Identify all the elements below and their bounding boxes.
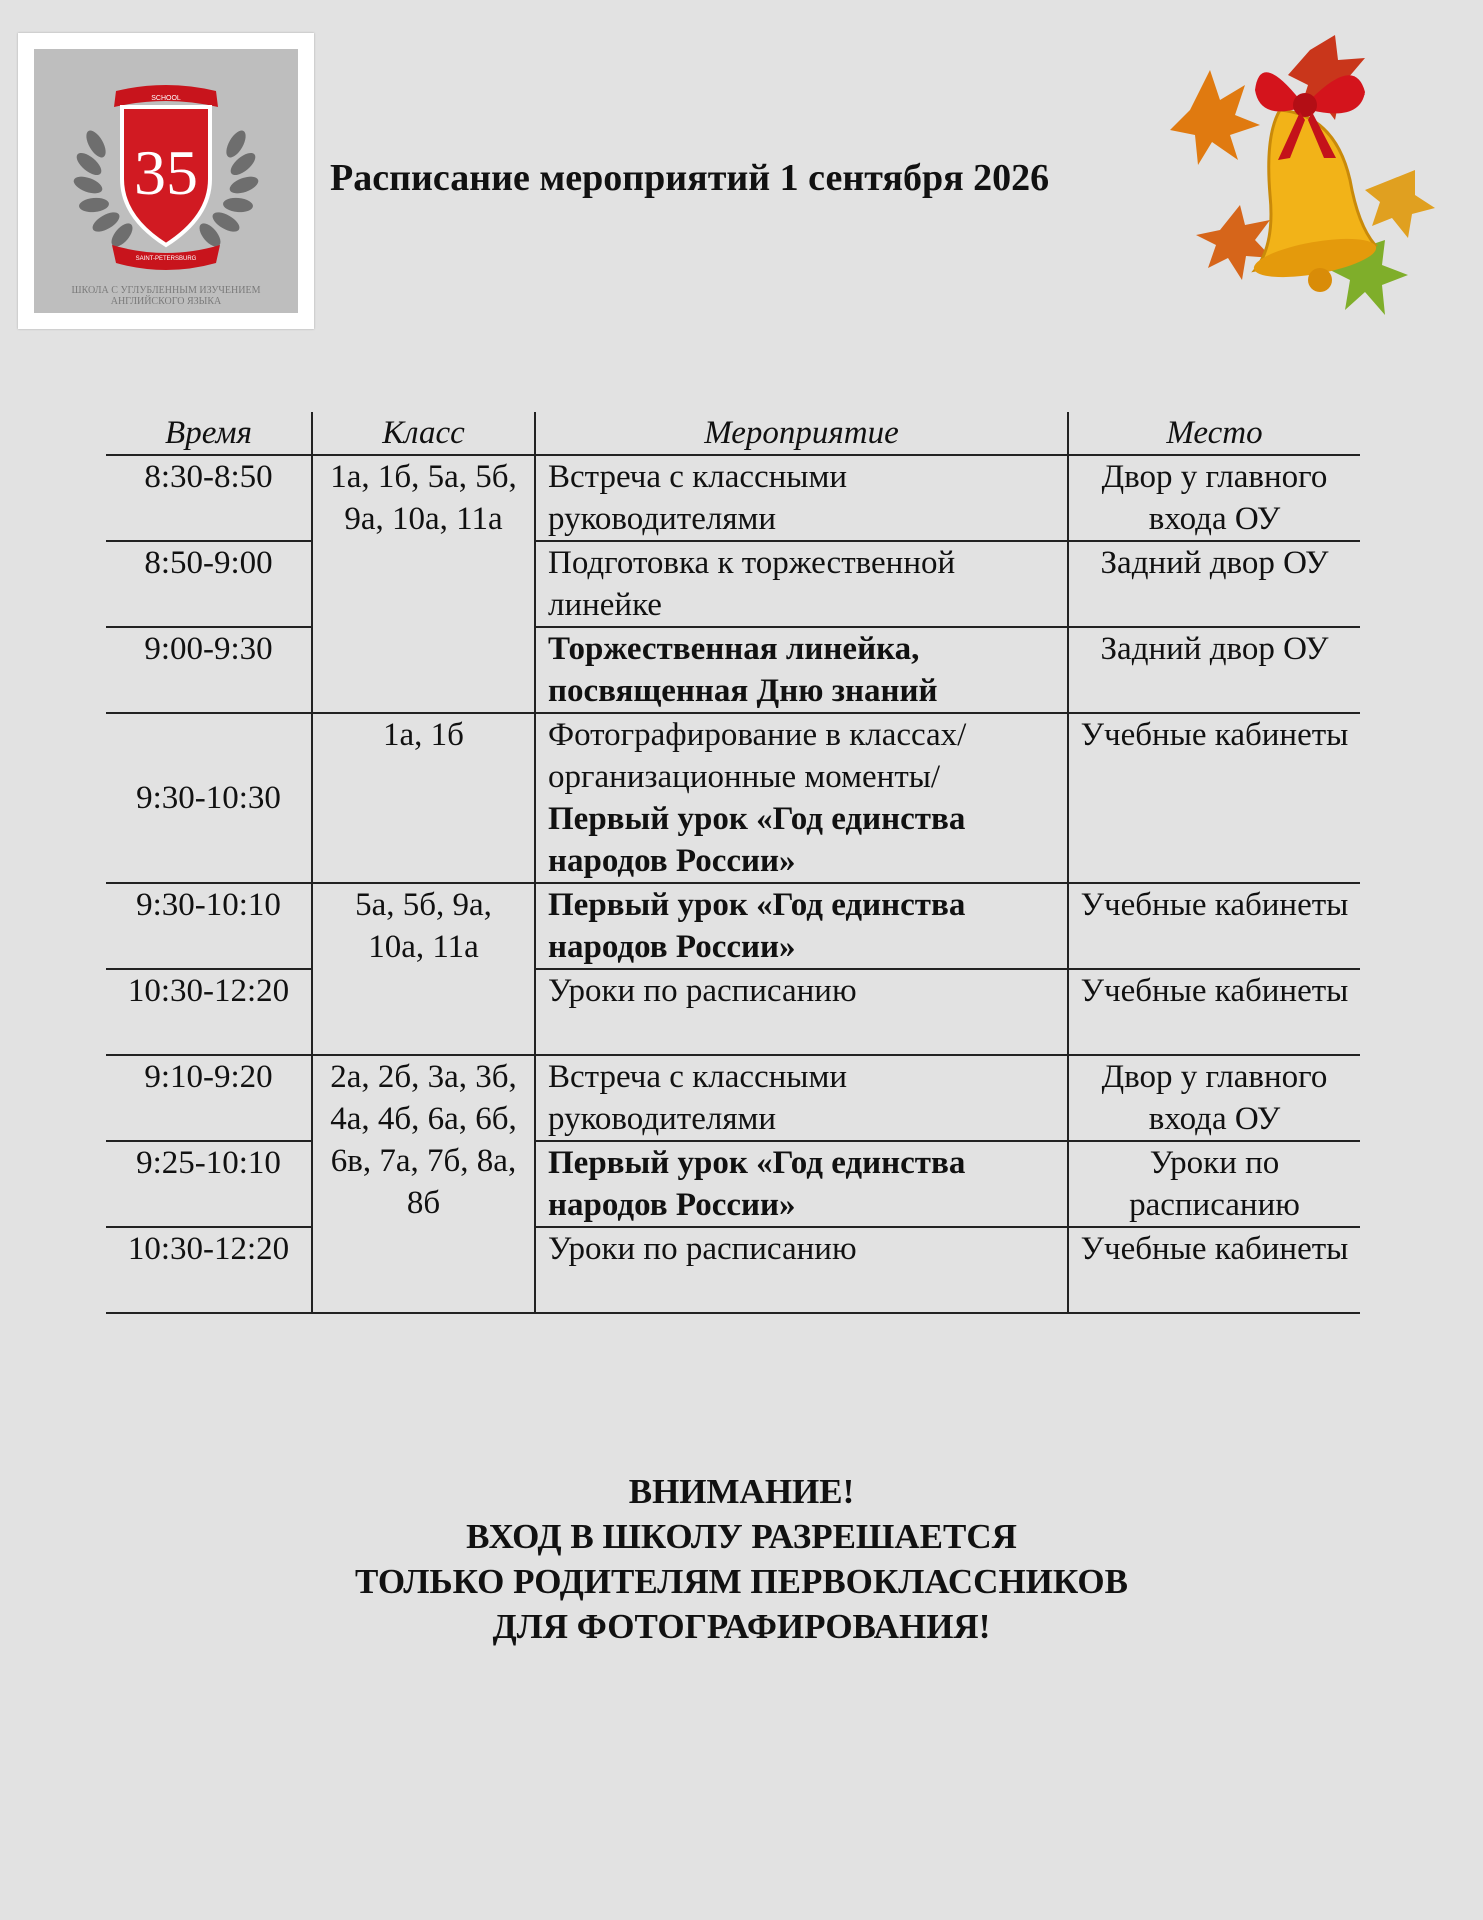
place-cell: Учебные кабинеты bbox=[1068, 969, 1360, 1055]
table-row bbox=[106, 1227, 1360, 1313]
event-text-bold: Первый урок «Год единства народов России» bbox=[548, 801, 966, 879]
time-cell: 8:50-9:00 bbox=[106, 541, 312, 627]
event-cell: Уроки по расписанию bbox=[535, 1227, 1068, 1313]
place-cell: Задний двор ОУ bbox=[1068, 627, 1360, 713]
event-cell: Подготовка к торжественной линейке bbox=[535, 541, 1068, 627]
class-list: 5а, 5б, 9а, 10а, 11а bbox=[355, 887, 492, 965]
class-list: 2а, 2б, 3а, 3б, 4а, 4б, 6а, 6б, 6в, 7а, 7б, 8а, 8б bbox=[330, 1059, 517, 1221]
notice-line: ВНИМАНИЕ! bbox=[628, 1472, 855, 1511]
event-cell: Встреча с классными руководителями bbox=[535, 1055, 1068, 1141]
place-cell: Двор у главного входа ОУ bbox=[1068, 455, 1360, 541]
place-cell: Учебные кабинеты bbox=[1068, 1227, 1360, 1313]
attention-notice bbox=[0, 1469, 1483, 1649]
time-cell: 9:25-10:10 bbox=[106, 1141, 312, 1227]
header-time: Время bbox=[106, 412, 312, 455]
event-cell: Уроки по расписанию bbox=[535, 969, 1068, 1055]
class-cell bbox=[312, 455, 535, 713]
autumn-bell-with-bow-icon bbox=[1160, 30, 1440, 340]
place-cell: Уроки по расписанию bbox=[1068, 1141, 1360, 1227]
table-row bbox=[106, 969, 1360, 1055]
place-cell: Двор у главного входа ОУ bbox=[1068, 1055, 1360, 1141]
event-text: Фотографирование в классах/ организационные моменты/ bbox=[548, 717, 967, 795]
event-cell: Торжественная линейка, посвященная Дню знаний bbox=[535, 627, 1068, 713]
time-cell: 8:30-8:50 bbox=[106, 455, 312, 541]
schedule-table bbox=[106, 412, 1360, 1314]
logo-caption: ШКОЛА С УГЛУБЛЕННЫМ ИЗУЧЕНИЕМ АНГЛИЙСКОГО ЯЗЫКА bbox=[71, 285, 261, 307]
table-row bbox=[106, 883, 1360, 969]
svg-text:SCHOOL: SCHOOL bbox=[151, 95, 181, 102]
table-row bbox=[106, 455, 1360, 541]
time-cell: 9:30-10:10 bbox=[106, 883, 312, 969]
table-row bbox=[106, 627, 1360, 713]
place-cell: Учебные кабинеты bbox=[1068, 713, 1360, 883]
table-header-row bbox=[106, 412, 1360, 455]
decor-bell bbox=[1160, 30, 1440, 345]
event-cell: Первый урок «Год единства народов России» bbox=[535, 1141, 1068, 1227]
class-list: 1а, 1б, 5а, 5б, 9а, 10а, 11а bbox=[330, 459, 517, 537]
place-cell: Учебные кабинеты bbox=[1068, 883, 1360, 969]
time-cell: 10:30-12:20 bbox=[106, 1227, 312, 1313]
logo-background bbox=[34, 49, 298, 313]
svg-text:35: 35 bbox=[134, 137, 198, 208]
header-class: Класс bbox=[312, 412, 535, 455]
class-cell bbox=[312, 1055, 535, 1313]
event-cell: Первый урок «Год единства народов России» bbox=[535, 883, 1068, 969]
school-logo bbox=[18, 33, 314, 329]
event-cell: Встреча с классными руководителями bbox=[535, 455, 1068, 541]
class-cell: 1а, 1б bbox=[312, 713, 535, 883]
school-emblem-icon bbox=[34, 49, 298, 313]
event-cell bbox=[535, 713, 1068, 883]
class-cell bbox=[312, 883, 535, 1055]
place-cell: Задний двор ОУ bbox=[1068, 541, 1360, 627]
page-title: Расписание мероприятий 1 сентября 2026 bbox=[330, 157, 1050, 199]
header-place: Место bbox=[1068, 412, 1360, 455]
time-cell: 10:30-12:20 bbox=[106, 969, 312, 1055]
table-row bbox=[106, 1055, 1360, 1141]
svg-text:SAINT-PETERSBURG: SAINT-PETERSBURG bbox=[135, 256, 197, 262]
table-row bbox=[106, 541, 1360, 627]
header-event: Мероприятие bbox=[535, 412, 1068, 455]
notice-line: ВХОД В ШКОЛУ РАЗРЕШАЕТСЯ bbox=[466, 1517, 1017, 1556]
time-cell: 9:10-9:20 bbox=[106, 1055, 312, 1141]
notice-line: ТОЛЬКО РОДИТЕЛЯМ ПЕРВОКЛАССНИКОВ bbox=[355, 1562, 1128, 1601]
table-row bbox=[106, 713, 1360, 883]
time-cell: 9:30-10:30 bbox=[106, 713, 312, 883]
notice-line: ДЛЯ ФОТОГРАФИРОВАНИЯ! bbox=[492, 1607, 991, 1646]
table-row bbox=[106, 1141, 1360, 1227]
time-cell: 9:00-9:30 bbox=[106, 627, 312, 713]
